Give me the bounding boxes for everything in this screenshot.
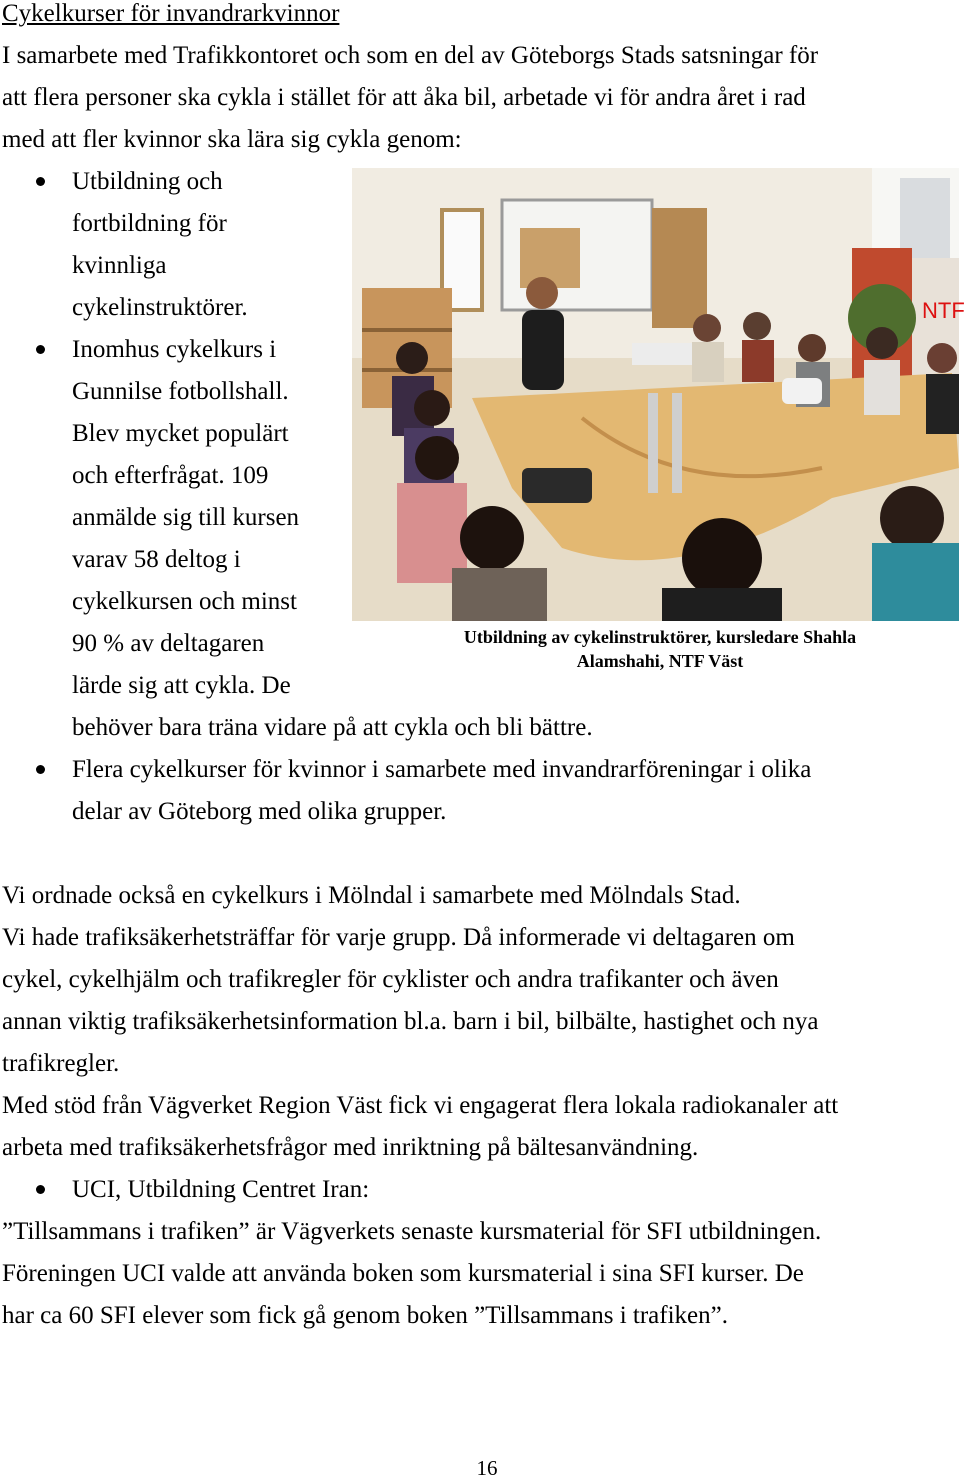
paragraph-line: cykel, cykelhjälm och trafikregler för cyklister och andra trafikanter och även bbox=[2, 966, 779, 993]
bullet-line: varav 58 deltog i bbox=[72, 546, 241, 573]
bullet-line: delar av Göteborg med olika grupper. bbox=[72, 798, 447, 825]
caption-line: Utbildning av cykelinstruktörer, kursledare Shahla bbox=[463, 627, 857, 647]
intro-line: I samarbete med Trafikkontoret och som en del av Göteborgs Stads satsningar för bbox=[2, 42, 819, 69]
intro-line: med att fler kvinnor ska lära sig cykla genom: bbox=[2, 126, 462, 153]
bullet-line: UCI, Utbildning Centret Iran: bbox=[72, 1176, 370, 1203]
bullet-line: Inomhus cykelkurs i bbox=[72, 336, 277, 363]
bullet-line: fortbildning för bbox=[72, 210, 227, 237]
classroom-photo bbox=[352, 168, 965, 621]
bullet-line: lärde sig att cykla. De bbox=[72, 672, 291, 699]
bullet-line: Gunnilse fotbollshall. bbox=[72, 378, 289, 405]
closing-line: ”Tillsammans i trafiken” är Vägverkets senaste kursmaterial för SFI utbildningen. bbox=[2, 1218, 822, 1245]
bullet-marker bbox=[36, 765, 45, 774]
bullet-line: cykelkursen och minst bbox=[72, 588, 297, 615]
bullet-line: anmälde sig till kursen bbox=[72, 504, 300, 531]
paragraph-line: Med stöd från Vägverket Region Väst fick vi engagerat flera lokala radiokanaler att bbox=[2, 1092, 839, 1119]
bullet-line: kvinnliga bbox=[72, 252, 167, 279]
paragraph-line: Vi ordnade också en cykelkurs i Mölndal i samarbete med Mölndals Stad. bbox=[2, 882, 741, 909]
svg-text:NTF: NTF bbox=[922, 298, 965, 323]
paragraph-line: trafikregler. bbox=[2, 1050, 120, 1077]
bullet-line: Utbildning och bbox=[72, 168, 223, 195]
bullet-line: cykelinstruktörer. bbox=[72, 294, 248, 321]
bullet-marker bbox=[36, 345, 45, 354]
bullet-line: 90 % av deltagaren bbox=[72, 630, 265, 657]
intro-line: att flera personer ska cykla i stället för att åka bil, arbetade vi för andra året i rad bbox=[2, 84, 806, 111]
bullet-line: behöver bara träna vidare på att cykla och bli bättre. bbox=[72, 714, 593, 741]
closing-line: har ca 60 SFI elever som fick gå genom boken ”Tillsammans i trafiken”. bbox=[2, 1302, 728, 1329]
paragraph-line: annan viktig trafiksäkerhetsinformation bl.a. barn i bil, bilbälte, hastighet och nya bbox=[2, 1008, 819, 1035]
page-number: 16 bbox=[476, 1456, 498, 1480]
bullet-line: Flera cykelkurser för kvinnor i samarbete med invandrarföreningar i olika bbox=[72, 756, 812, 783]
bullet-marker bbox=[36, 1185, 45, 1194]
bullet-marker bbox=[36, 177, 45, 186]
paragraph-line: Vi hade trafiksäkerhetsträffar för varje grupp. Då informerade vi deltagaren om bbox=[2, 924, 795, 951]
paragraph-line: arbeta med trafiksäkerhetsfrågor med inriktning på bältesanvändning. bbox=[2, 1134, 699, 1161]
bullet-line: och efterfrågat. 109 bbox=[72, 462, 269, 489]
caption-line: Alamshahi, NTF Väst bbox=[576, 651, 744, 671]
photo-caption bbox=[420, 625, 900, 673]
section-heading: Cykelkurser för invandrarkvinnor bbox=[2, 0, 340, 27]
bullet-line: Blev mycket populärt bbox=[72, 420, 289, 447]
closing-line: Föreningen UCI valde att använda boken som kursmaterial i sina SFI kurser. De bbox=[2, 1260, 804, 1287]
classroom-illustration bbox=[352, 168, 965, 621]
